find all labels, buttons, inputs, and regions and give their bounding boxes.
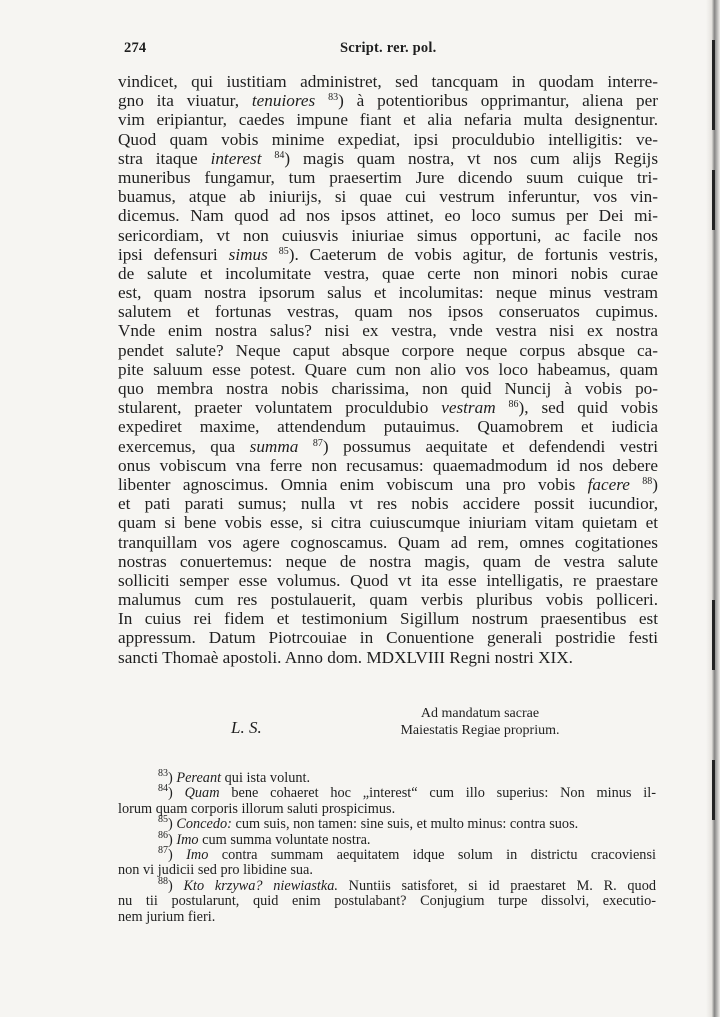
footnote-line: nu tii postularunt, quid enim postulabant? Conjugium turpe dissolvi, executio-	[118, 893, 656, 910]
binding-edge	[706, 0, 720, 1017]
mandate-line-2: Maiestatis Regiae proprium.	[400, 723, 560, 738]
text-line: ipsi defensuri simus $^{85}$). Caeterum de vobis agitur, de fortunis vestris,	[118, 244, 658, 264]
text-line: et pati parati sumus; nulla vt res nobis accidere possit iucundior,	[118, 494, 658, 514]
footnote-line: $^{84}$) Quam bene cohaeret hoc „interest“ cum illo superius: Non minus il-	[158, 783, 656, 802]
text-line: exercemus, qua summa $^{87}$) possumus aequitate et defendendi vestri	[118, 436, 658, 456]
text-line: tranquillam vos agere cognoscamus. Quam ad rem, omnes cogitationes	[118, 532, 658, 552]
text-line: pendet salute? Neque caput absque corpore neque corpus absque ca-	[118, 340, 658, 360]
text-line: gno ita viuatur, tenuiores $^{83}$) à potentioribus opprimantur, aliena per	[118, 91, 658, 111]
text-line: Quod quam vobis minime expediat, ipsi proculdubio intelligitis: ve-	[118, 129, 658, 149]
text-line: muneribus fungamur, tum praesertim Jure dicendo suum cuique tri-	[118, 167, 658, 187]
text-line: libenter agnoscimus. Omnia enim vobiscum una pro vobis facere $^{88}$)	[118, 474, 658, 494]
text-line: expediret maxime, attendendum putauimus. Quamobrem et iudicia	[118, 417, 658, 437]
main-text	[118, 72, 658, 667]
mandate-line-1: Ad mandatum sacrae	[420, 706, 540, 721]
text-line: de salute et incolumitate vestra, quae certe non minori nobis curae	[118, 263, 658, 283]
footnote-line: nem jurium fieri.	[118, 908, 216, 925]
edge-mark	[712, 760, 715, 820]
footnote-line: $^{83}$) Pereant qui ista volunt.	[158, 768, 311, 786]
text-line: buamus, atque ab iniurijs, si quae cui vestrum inferuntur, vos vin-	[118, 187, 658, 207]
footnote-line: lorum quam corporis illorum saluti prospicimus.	[118, 800, 396, 817]
mandate-note	[360, 705, 600, 739]
text-line: Vnde enim nostra salus? nisi ex vestra, vnde vestra nisi ex nostra	[118, 321, 658, 341]
footnotes	[118, 768, 656, 925]
running-title: Script. rer. pol.	[340, 40, 437, 56]
text-line: dicemus. Nam quod ad nos ipsos attinet, eo loco sumus per Dei mi-	[118, 206, 658, 226]
text-line: In cuius rei fidem et testimonium Sigillum nostrum praesentibus est	[118, 609, 658, 629]
edge-mark	[712, 600, 715, 670]
text-line: nostras conuertemus: neque de nostra magis, quam de vestra salute	[118, 551, 658, 571]
text-line: malumus cum res postulauerit, quam verbis pluribus vobis polliceri.	[118, 590, 658, 610]
page-number: 274	[124, 40, 147, 56]
text-line: appressum. Datum Piotrcouiae in Conuentione generali postridie festi	[118, 628, 658, 648]
text-line: est, quam nostra ipsorum salus et incolumitas: neque minus vestram	[118, 283, 658, 303]
edge-mark	[712, 170, 715, 230]
footnote-line: $^{85}$) Concedo: cum suis, non tamen: sine suis, et multo minus: contra suos.	[158, 814, 579, 833]
text-line: stra itaque interest $^{84}$) magis quam nostra, vt nos cum alijs Regijs	[118, 148, 659, 168]
text-line: quam si bene vobis esse, si citra cuiuscumque iniuriam vitam quietam et	[118, 513, 658, 533]
text-line: onus vobiscum vna ferre non recusamus: quaemadmodum id nos debere	[118, 455, 658, 475]
footnote-line: $^{87}$) Imo contra summam aequitatem idque solum in districtu cracoviensi	[158, 844, 656, 863]
text-line: sericordiam, vt non cuiusvis iniuriae simus opportuni, ac facile nos	[118, 225, 658, 245]
footnote-line: $^{86}$) Imo cum summa voluntate nostra.	[158, 829, 371, 848]
text-line: vim eripiantur, caedes impune fiant et alia nefaria multa designentur.	[118, 110, 658, 130]
text-line: salutem et fortunas vestras, quam nos ipsos conseruatos cupimus.	[118, 302, 658, 322]
edge-mark	[712, 40, 715, 130]
text-line: vindicet, qui iustitiam administret, sed tancquam in quodam interre-	[118, 72, 658, 91]
seal-mark: L. S.	[231, 718, 262, 737]
footnote-line: non vi judicii sed pro libidine sua.	[118, 862, 313, 879]
footnote-line: $^{88}$) Kto krzywa? niewiastka. Nuntiis satisforet, si id praestaret M. R. quod	[158, 875, 656, 894]
text-line: quo membra nostra nobis charissima, non quid Nuncij à vobis po-	[118, 379, 658, 398]
text-line: stularent, praeter voluntatem proculdubio vestram $^{86}$), sed quid vobis	[118, 398, 659, 418]
text-line: sancti Thomaè apostoli. Anno dom. MDXLVIII Regni nostri XIX.	[118, 647, 573, 667]
text-line: solliciti semper esse volumus. Quod vt ita esse intelligatis, re praestare	[118, 570, 658, 590]
text-line: pite saluum esse potest. Quare cum non alio vos loco habeamus, quam	[118, 359, 658, 379]
